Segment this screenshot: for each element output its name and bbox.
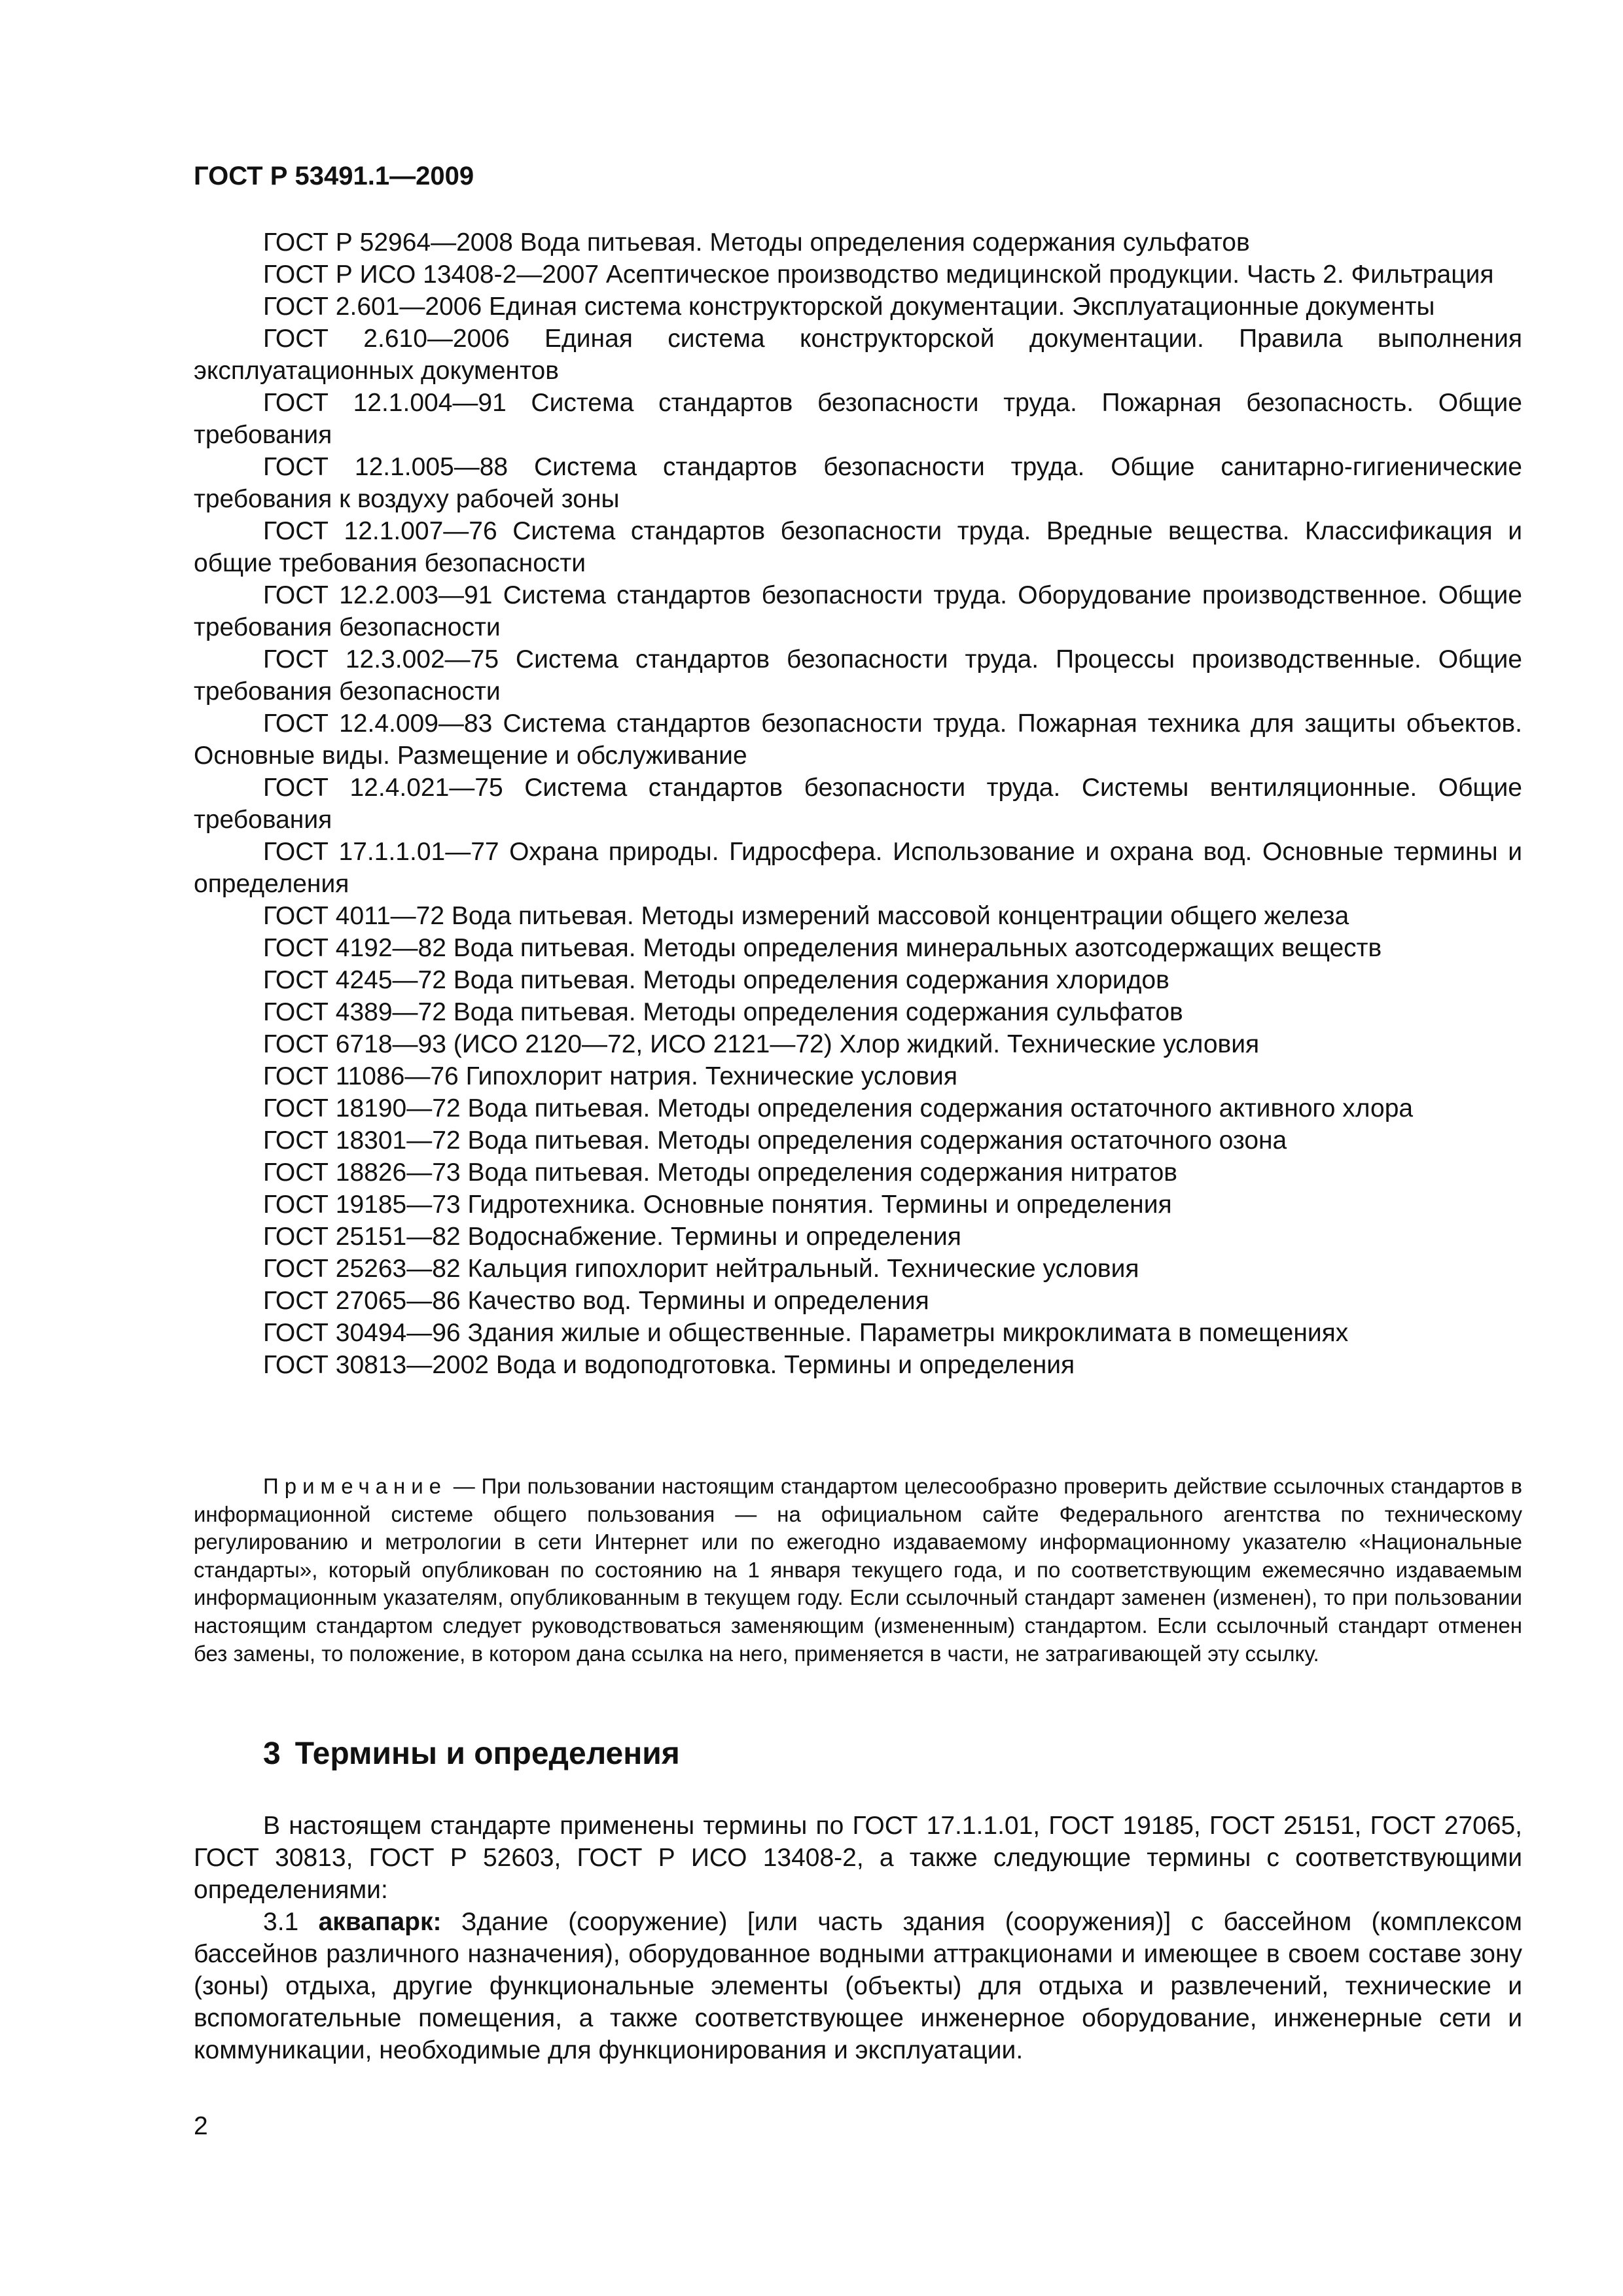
reference-item: ГОСТ 4389—72 Вода питьевая. Методы определения содержания сульфатов xyxy=(263,998,1183,1026)
reference-item: ГОСТ 12.4.021—75 Система стандартов безопасности труда. Системы вентиляционные. Общие требования xyxy=(194,774,1522,834)
reference-item: ГОСТ 18301—72 Вода питьевая. Методы определения содержания остаточного озона xyxy=(263,1126,1287,1155)
reference-item: ГОСТ 4245—72 Вода питьевая. Методы определения содержания хлоридов xyxy=(263,966,1169,994)
section-intro: В настоящем стандарте применены термины по ГОСТ 17.1.1.01, ГОСТ 19185, ГОСТ 25151, ГОСТ 27065, ГОСТ 30813, ГОСТ Р 52603, ГОСТ Р ИСО 13408-2, а также следующие термины с соответствующими определениями: xyxy=(194,1812,1522,1904)
term-definition-text: Здание (сооружение) [или часть здания (сооружения)] с бассейном (комплексом бассейнов различного назначения), оборудованное водными аттракционами и имеющее в своем составе зону (зоны) отдыха, другие функциональные элементы (объекты) для отдыха и развлечений, технические и вспомогательные помещения, а также соответствующее инженерное оборудование, инженерные сети и коммуникации, необходимые для функционирования и эксплуатации. xyxy=(194,1908,1522,2064)
reference-item: ГОСТ 19185—73 Гидротехника. Основные понятия. Термины и определения xyxy=(263,1191,1172,1219)
reference-item: ГОСТ 25151—82 Водоснабжение. Термины и определения xyxy=(263,1223,961,1251)
reference-item: ГОСТ Р ИСО 13408-2—2007 Асептическое производство медицинской продукции. Часть 2. Фильтрация xyxy=(263,260,1494,289)
references-note xyxy=(194,1473,1522,1668)
reference-item: ГОСТ 17.1.1.01—77 Охрана природы. Гидросфера. Использование и охрана вод. Основные термины и определения xyxy=(194,838,1522,898)
reference-item: ГОСТ 2.601—2006 Единая система конструкторской документации. Эксплуатационные документы xyxy=(263,293,1435,321)
term-number: 3.1 xyxy=(263,1908,299,1936)
reference-item: ГОСТ 30813—2002 Вода и водоподготовка. Термины и определения xyxy=(263,1351,1075,1379)
reference-item: ГОСТ Р 52964—2008 Вода питьевая. Методы определения содержания сульфатов xyxy=(263,228,1250,257)
reference-item: ГОСТ 12.1.007—76 Система стандартов безопасности труда. Вредные вещества. Классификация и общие требования безопасности xyxy=(194,517,1522,577)
reference-item: ГОСТ 12.1.005—88 Система стандартов безопасности труда. Общие санитарно-гигиенические требования к воздуху рабочей зоны xyxy=(194,453,1522,513)
note-text: — При пользовании настоящим стандартом целесообразно проверить действие ссылочных стандартов в информационной системе общего пользования — на официальном сайте Федерального агентства по техническому регулированию и метрологии в сети Интернет или по ежегодно издаваемому информационному указателю «Национальные стандарты», который опубликован по состоянию на 1 января текущего года, и по соответствующим ежемесячно издаваемым информационным указателям, опубликованным в текущем году. Если ссылочный стандарт заменен (изменен), то при пользовании настоящим стандартом следует руководствоваться заменяющим (измененным) стандартом. Если ссылочный стандарт отменен без замены, то положение, в котором дана ссылка на него, применяется в части, не затрагивающей эту ссылку. xyxy=(194,1474,1522,1666)
reference-item: ГОСТ 11086—76 Гипохлорит натрия. Технические условия xyxy=(263,1062,957,1090)
section-title: Термины и определения xyxy=(294,1736,680,1771)
reference-item: ГОСТ 18190—72 Вода питьевая. Методы определения содержания остаточного активного хлора xyxy=(263,1094,1414,1122)
reference-item: ГОСТ 18826—73 Вода питьевая. Методы определения содержания нитратов xyxy=(263,1158,1178,1187)
section-heading xyxy=(263,1734,680,1774)
reference-item: ГОСТ 6718—93 (ИСО 2120—72, ИСО 2121—72) Хлор жидкий. Технические условия xyxy=(263,1030,1260,1058)
note-label: Примечание xyxy=(263,1474,448,1498)
section-number: 3 xyxy=(263,1736,281,1771)
document-header: ГОСТ Р 53491.1—2009 xyxy=(194,162,474,190)
reference-item: ГОСТ 27065—86 Качество вод. Термины и определения xyxy=(263,1287,929,1315)
reference-item: ГОСТ 12.2.003—91 Система стандартов безопасности труда. Оборудование производственное. Общие требования безопасности xyxy=(194,581,1522,641)
reference-item: ГОСТ 4011—72 Вода питьевая. Методы измерений массовой концентрации общего железа xyxy=(263,902,1349,930)
reference-item: ГОСТ 12.3.002—75 Система стандартов безопасности труда. Процессы производственные. Общие требования безопасности xyxy=(194,645,1522,706)
reference-item: ГОСТ 2.610—2006 Единая система конструкторской документации. Правила выполнения эксплуатационных документов xyxy=(194,325,1522,385)
normative-references-list xyxy=(194,226,1522,1381)
reference-item: ГОСТ 12.4.009—83 Система стандартов безопасности труда. Пожарная техника для защиты объектов. Основные виды. Размещение и обслуживание xyxy=(194,709,1522,770)
reference-item: ГОСТ 30494—96 Здания жилые и общественные. Параметры микроклимата в помещениях xyxy=(263,1319,1349,1347)
reference-item: ГОСТ 12.1.004—91 Система стандартов безопасности труда. Пожарная безопасность. Общие требования xyxy=(194,389,1522,449)
term-name: аквапарк: xyxy=(318,1908,442,1936)
reference-item: ГОСТ 4192—82 Вода питьевая. Методы определения минеральных азотсодержащих веществ xyxy=(263,934,1382,962)
reference-item: ГОСТ 25263—82 Кальция гипохлорит нейтральный. Технические условия xyxy=(263,1255,1139,1283)
section-body xyxy=(194,1810,1522,2066)
term-definition xyxy=(194,1906,1522,2066)
page-number: 2 xyxy=(194,2112,208,2140)
